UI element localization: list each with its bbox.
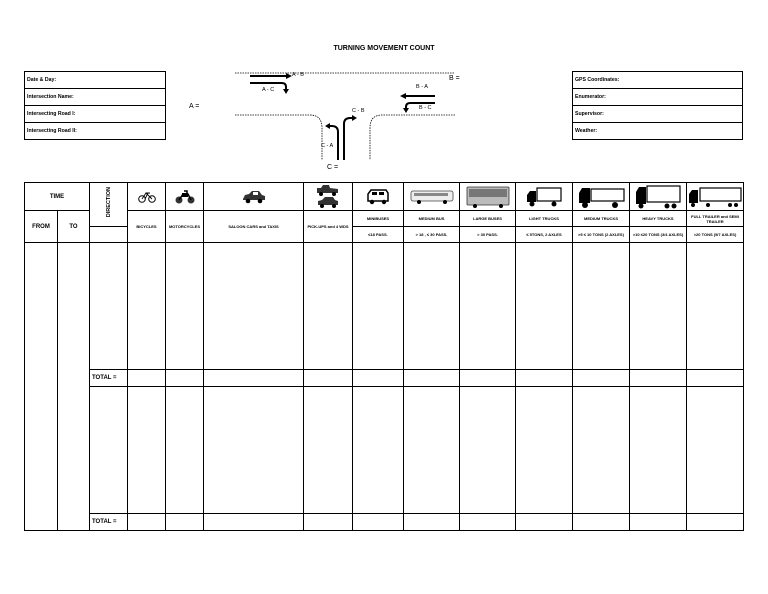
total-cell[interactable] [304, 514, 353, 531]
count-cell[interactable] [204, 387, 304, 514]
count-cell[interactable] [630, 243, 687, 370]
medium-trucks-sub: >5 ≤ 10 TONS (2 AXLES) [573, 227, 630, 243]
supervisor-field[interactable]: Supervisor: [573, 106, 742, 123]
time-header: TIME [25, 183, 90, 211]
from-cell[interactable] [25, 243, 58, 531]
car-icon [204, 183, 304, 211]
direction-header [90, 183, 128, 227]
count-cell[interactable] [304, 243, 353, 370]
medium-truck-icon [573, 183, 630, 211]
trailer-sub: >20 TONS (5/7 AXLES) [687, 227, 744, 243]
count-cell[interactable] [204, 243, 304, 370]
right-info-box [572, 71, 743, 140]
count-cell[interactable] [166, 243, 204, 370]
gps-coordinates-field[interactable]: GPS Coordinates: [573, 72, 742, 89]
date-day-field[interactable]: Date & Day: [25, 72, 165, 89]
intersecting-road-2-field[interactable]: Intersecting Road II: [27, 128, 77, 134]
label-a-c: A - C [262, 87, 275, 93]
total-cell[interactable] [687, 514, 744, 531]
large-buses-sub: > 30 PASS. [460, 227, 516, 243]
light-truck-icon [516, 183, 573, 211]
label-a-b: A - B [292, 72, 304, 78]
total-cell[interactable] [573, 370, 630, 387]
large-buses-label: LARGE BUSES [460, 211, 516, 227]
trailer-label: FULL TRAILER and SEMI TRAILER [687, 211, 744, 227]
total-cell[interactable] [516, 514, 573, 531]
saloon-cars-label: SALOON CARS and TAXIS [204, 211, 304, 243]
minibuses-label: MINIBUSES [353, 211, 404, 227]
label-c-b: C - B [352, 108, 365, 114]
total-cell[interactable] [304, 370, 353, 387]
minibus-icon [353, 183, 404, 211]
page-title: TURNING MOVEMENT COUNT [333, 45, 435, 52]
direction-cell[interactable] [90, 387, 128, 514]
count-cell[interactable] [460, 243, 516, 370]
count-cell[interactable] [573, 387, 630, 514]
from-header: FROM [25, 211, 58, 243]
pickups-label: PICK-UPS and 4 WDS [304, 211, 353, 243]
count-cell[interactable] [573, 243, 630, 370]
pickup-icon [304, 183, 353, 211]
intersection-name-field[interactable]: Intersection Name: [25, 89, 165, 106]
total-cell[interactable] [353, 514, 404, 531]
medium-trucks-label: MEDIUM TRUCKS [573, 211, 630, 227]
count-cell[interactable] [687, 243, 744, 370]
intersecting-road-1-field[interactable]: Intersecting Road I: [25, 106, 165, 123]
label-b-c: B - C [419, 105, 432, 111]
count-cell[interactable] [353, 243, 404, 370]
weather-field[interactable]: Weather: [575, 128, 598, 134]
light-trucks-label: LIGHT TRUCKS [516, 211, 573, 227]
leg-a-label: A = [189, 103, 200, 110]
left-info-box [24, 71, 166, 140]
count-table [24, 182, 744, 531]
medium-bus-label: MEDIUM BUS [404, 211, 460, 227]
count-cell[interactable] [404, 387, 460, 514]
total-cell[interactable] [128, 370, 166, 387]
total-cell[interactable] [687, 370, 744, 387]
to-header: TO [58, 211, 90, 243]
total-cell[interactable] [204, 514, 304, 531]
enumerator-field[interactable]: Enumerator: [573, 89, 742, 106]
count-cell[interactable] [687, 387, 744, 514]
count-cell[interactable] [304, 387, 353, 514]
direction-label: DIRECTION [105, 186, 112, 218]
count-cell[interactable] [166, 387, 204, 514]
motorcycles-label: MOTORCYCLES [166, 211, 204, 243]
total-cell[interactable] [204, 370, 304, 387]
total-label: TOTAL = [90, 370, 128, 387]
total-cell[interactable] [573, 514, 630, 531]
total-cell[interactable] [630, 514, 687, 531]
bicycles-label: BICYCLES [128, 211, 166, 243]
heavy-trucks-label: HEAVY TRUCKS [630, 211, 687, 227]
count-cell[interactable] [516, 387, 573, 514]
total-cell[interactable] [166, 370, 204, 387]
count-cell[interactable] [128, 243, 166, 370]
total-cell[interactable] [516, 370, 573, 387]
total-cell[interactable] [128, 514, 166, 531]
total-label: TOTAL = [90, 514, 128, 531]
direction-cell[interactable] [90, 243, 128, 370]
leg-b-label: B = [449, 75, 460, 82]
leg-c-label: C = [327, 164, 339, 171]
bicycle-icon [128, 183, 166, 211]
label-b-a: B - A [416, 84, 428, 90]
total-cell[interactable] [404, 370, 460, 387]
minibuses-sub: ≤18 PASS. [353, 227, 404, 243]
medium-bus-sub: > 18 , ≤ 30 PASS. [404, 227, 460, 243]
light-trucks-sub: ≤ 5TONS, 2 AXLES [516, 227, 573, 243]
count-cell[interactable] [460, 387, 516, 514]
total-cell[interactable] [166, 514, 204, 531]
count-cell[interactable] [128, 387, 166, 514]
total-cell[interactable] [630, 370, 687, 387]
motorcycle-icon [166, 183, 204, 211]
medium-bus-icon [404, 183, 460, 211]
count-cell[interactable] [353, 387, 404, 514]
total-cell[interactable] [404, 514, 460, 531]
direction-spacer [90, 227, 128, 243]
to-cell[interactable] [58, 243, 90, 531]
count-cell[interactable] [404, 243, 460, 370]
count-cell[interactable] [630, 387, 687, 514]
large-bus-icon [460, 183, 516, 211]
count-cell[interactable] [516, 243, 573, 370]
trailer-icon [687, 183, 744, 211]
intersection-diagram [230, 68, 470, 168]
total-cell[interactable] [460, 370, 516, 387]
total-cell[interactable] [353, 370, 404, 387]
heavy-truck-icon [630, 183, 687, 211]
total-cell[interactable] [460, 514, 516, 531]
label-c-a: C - A [321, 143, 334, 149]
heavy-trucks-sub: >10 ≤20 TONS (3/4 AXLES) [630, 227, 687, 243]
